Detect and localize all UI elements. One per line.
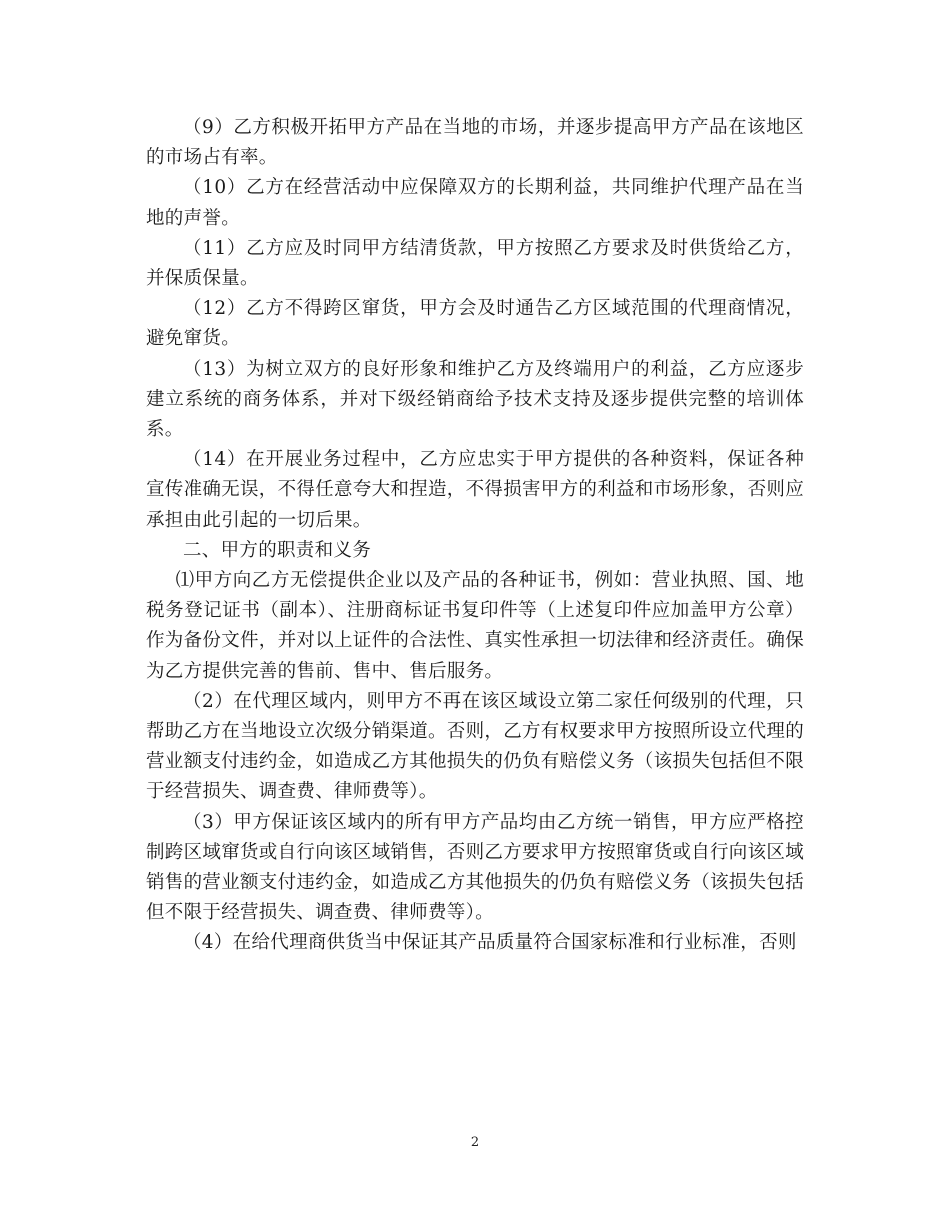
clause-13: （13）为树立双方的良好形象和维护乙方及终端用户的利益，乙方应逐步建立系统的商务体系，并对下级经销商给予技术支持及逐步提供完整的培训体系。 bbox=[146, 358, 804, 441]
party-a-clause-2: （2）在代理区域内，则甲方不再在该区域设立第二家任何级别的代理，只帮助乙方在当地设立次级分销渠道。否则，乙方有权要求甲方按照所设立代理的营业额支付违约金，如造成乙方其他损失的仍负有赔偿义务（该损失包括但不限于经营损失、调查费、律师费等）。 bbox=[146, 690, 805, 803]
party-a-clause-1: ⑴甲方向乙方无偿提供企业以及产品的各种证书，例如：营业执照、国、地税务登记证书（副本）、注册商标证书复印件等（上述复印件应加盖甲方公章）作为备份文件，并对以上证件的合法性、真实性承担一切法律和经济责任。确保为乙方提供完善的售前、售中、售后服务。 bbox=[146, 570, 805, 682]
party-a-clause-3: （3）甲方保证该区域内的所有甲方产品均由乙方统一销售，甲方应严格控制跨区域窜货或自行向该区域销售，否则乙方要求甲方按照窜货或自行向该区域销售的营业额支付违约金，如造成乙方其他损失的仍负有赔偿义务（该损失包括但不限于经营损失、调查费、律师费等）。 bbox=[146, 811, 805, 924]
clause-9: （9）乙方积极开拓甲方产品在当地的市场，并逐步提高甲方产品在该地区的市场占有率。 bbox=[146, 117, 804, 169]
clause-12: （12）乙方不得跨区窜货，甲方会及时通告乙方区域范围的代理商情况，避免窜货。 bbox=[146, 298, 804, 350]
document-body bbox=[146, 113, 804, 959]
clause-14: （14）在开展业务过程中，乙方应忠实于甲方提供的各种资料，保证各种宣传准确无误，不得任意夸大和捏造，不得损害甲方的利益和市场形象，否则应承担由此引起的一切后果。 bbox=[146, 449, 805, 531]
clause-10: （10）乙方在经营活动中应保障双方的长期利益，共同维护代理产品在当地的声誉。 bbox=[146, 177, 804, 229]
party-a-clause-4: （4）在给代理商供货当中保证其产品质量符合国家标准和行业标准，否则 bbox=[183, 932, 797, 954]
clause-11: （11）乙方应及时同甲方结清货款，甲方按照乙方要求及时供货给乙方，并保质保量。 bbox=[146, 237, 804, 290]
section-heading-party-a-duties: 二、甲方的职责和义务 bbox=[183, 539, 372, 561]
page-number: 2 bbox=[470, 1135, 480, 1150]
